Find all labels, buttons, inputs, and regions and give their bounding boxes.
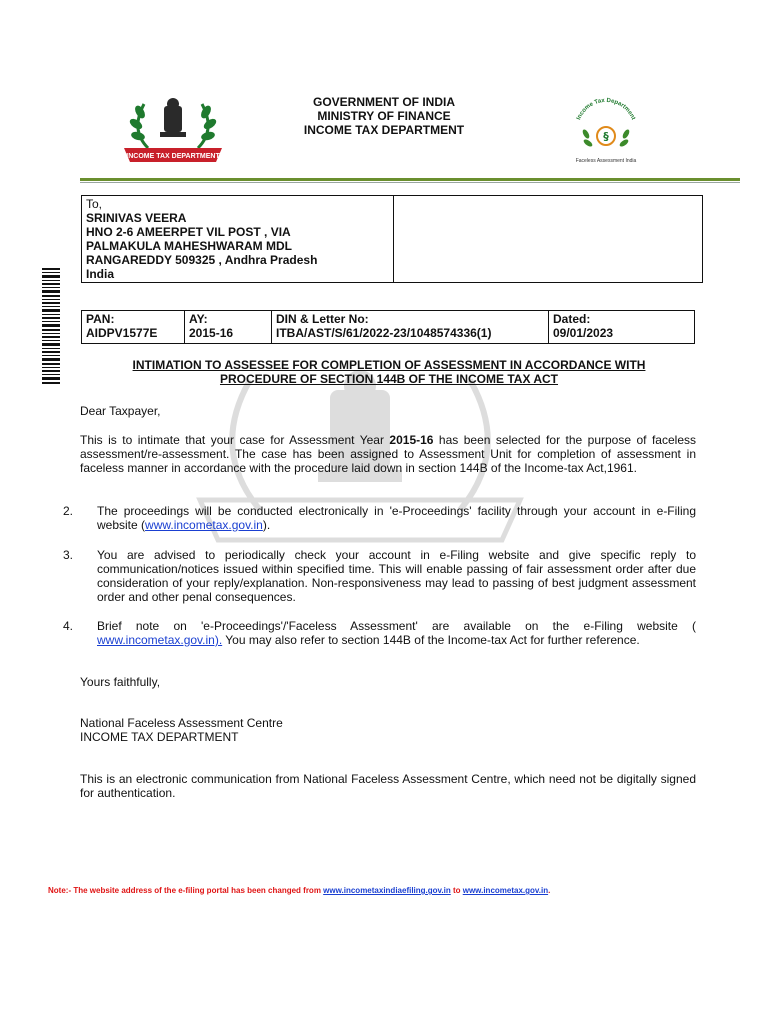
- p2-number: 2.: [63, 504, 74, 518]
- paragraph-3: [63, 548, 696, 604]
- header-rule-green: [80, 178, 740, 181]
- faceless-assessment-logo-right: [566, 96, 646, 168]
- footer-note: [48, 886, 550, 896]
- pan-label: PAN:: [86, 312, 115, 326]
- header-line-3: INCOME TAX DEPARTMENT: [303, 123, 465, 137]
- p4-text-after: You may also refer to section 144B of the Income-tax Act for further reference.: [222, 633, 640, 647]
- address-cell: [82, 196, 394, 283]
- p2-text-before: The proceedings will be conducted electronically in 'e-Proceedings' facility through your account in e-Filing website (: [97, 504, 696, 532]
- p1-assessment-year: 2015-16: [389, 433, 434, 447]
- p1-text-before: This is to intimate that your case for Assessment Year: [80, 433, 390, 447]
- dated-value: 09/01/2023: [553, 326, 614, 340]
- footer-note-middle: to: [450, 886, 463, 895]
- svg-text:Income Tax Department: [576, 98, 636, 121]
- left-logo-text: INCOME TAX DEPARTMENT: [126, 153, 220, 160]
- address-empty-cell: [393, 196, 703, 283]
- din-value: ITBA/AST/S/61/2022-23/1048574336(1): [276, 326, 492, 340]
- address-line-1: HNO 2-6 AMEERPET VIL POST , VIA: [86, 225, 291, 239]
- paragraph-2: [63, 504, 696, 532]
- signature-line-2: INCOME TAX DEPARTMENT: [80, 730, 239, 744]
- p4-number: 4.: [63, 619, 74, 633]
- address-country: India: [86, 267, 115, 281]
- ay-value: 2015-16: [189, 326, 234, 340]
- din-label: DIN & Letter No:: [276, 312, 369, 326]
- right-logo-arc-text: Income Tax Department: [576, 97, 636, 121]
- p3-number: 3.: [63, 548, 74, 562]
- footer-note-end: .: [548, 886, 551, 895]
- p4-efiling-link[interactable]: www.incometax.gov.in).: [97, 633, 223, 647]
- pan-cell: [82, 311, 185, 344]
- svg-text:§: §: [603, 130, 609, 143]
- address-to: To,: [86, 197, 103, 211]
- paragraph-4: [63, 619, 696, 647]
- p2-efiling-link[interactable]: www.incometax.gov.in: [145, 518, 263, 532]
- p3-text: You are advised to periodically check your account in e-Filing website and give specific reply to communication/notices issued within specified time. This will enable passing of fair assessment order after due consideration of your reply/explanation. Non-responsiveness may lead to passing of best judgment assessment order and other penal consequences.: [97, 548, 696, 604]
- header-line-1: GOVERNMENT OF INDIA: [312, 95, 455, 109]
- p2-text-after: ).: [262, 518, 271, 532]
- pan-value: AIDPV1577E: [86, 326, 158, 340]
- address-table: [81, 195, 703, 283]
- footer-note-text: Note:- The website address of the e-filing portal has been changed from: [48, 886, 324, 895]
- subject-line-1: INTIMATION TO ASSESSEE FOR COMPLETION OF ASSESSMENT IN ACCORDANCE WITH: [132, 358, 646, 372]
- address-line-3: RANGAREDDY 509325 , Andhra Pradesh: [86, 253, 318, 267]
- header-line-2: MINISTRY OF FINANCE: [317, 109, 451, 123]
- footer-new-url-link[interactable]: www.incometax.gov.in: [462, 886, 549, 895]
- letter-header: [0, 95, 768, 137]
- details-table: [81, 310, 695, 344]
- footer-old-url-link[interactable]: www.incometaxindiaefiling.gov.in: [323, 886, 451, 895]
- subject-line-2: PROCEDURE OF SECTION 144B OF THE INCOME TAX ACT: [219, 372, 559, 386]
- dated-cell: [549, 311, 695, 344]
- p4-text-before: Brief note on 'e-Proceedings'/'Faceless Assessment' are available on the e-Filing website (: [97, 619, 696, 633]
- p1-text-after: has been selected for the purpose of faceless assessment/re-assessment. The case has been assigned to Assessment Unit for completion of assessment in faceless manner in accordance with the procedure laid down in section 144B of the Income-tax Act,1961.: [80, 433, 696, 475]
- signature-line-1: National Faceless Assessment Centre: [80, 716, 283, 730]
- header-rule-grey: [80, 182, 740, 183]
- ay-label: AY:: [189, 312, 208, 326]
- salutation: Dear Taxpayer,: [80, 404, 161, 418]
- subject-heading: [80, 358, 698, 386]
- ay-cell: [185, 311, 272, 344]
- paragraph-1: [80, 433, 696, 475]
- dated-label: Dated:: [553, 312, 591, 326]
- barcode-image: [42, 268, 60, 386]
- electronic-communication-note: This is an electronic communication from National Faceless Assessment Centre, which need not be digitally signed for authentication.: [80, 772, 696, 800]
- addressee-name: SRINIVAS VEERA: [86, 211, 187, 225]
- address-line-2: PALMAKULA MAHESHWARAM MDL: [86, 239, 292, 253]
- right-logo-caption: Faceless Assessment India: [575, 158, 637, 164]
- closing-yours: Yours faithfully,: [80, 675, 161, 689]
- din-cell: [272, 311, 549, 344]
